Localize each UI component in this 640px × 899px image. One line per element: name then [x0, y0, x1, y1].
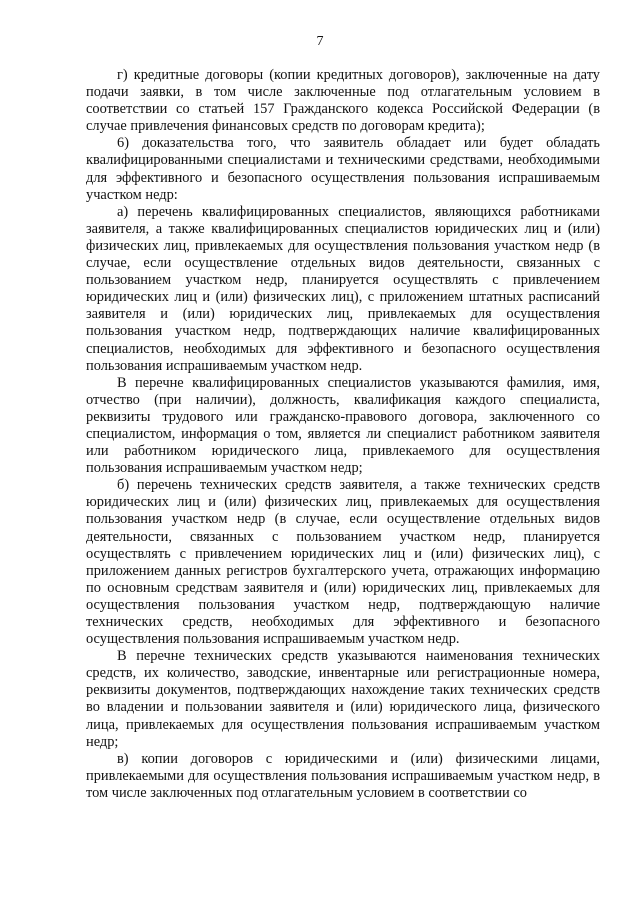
paragraph-evidence-specialists-equipment: 6) доказательства того, что заявитель обладает или будет обладать квалифицированными специалистами и техническими средствами, необходимыми для эффективного и безопасного осуществления пользования испрашиваемым участком недр:	[86, 135, 600, 203]
page-number: 7	[316, 34, 324, 49]
paragraph-list-of-technical-means: б) перечень технических средств заявителя, а также технических средств юридических лиц и (или) физических лиц, привлекаемых для осуществления пользования участком недр (в случае, если осуществление отдельных видов деятельности, связанных с пользованием участком недр, планируется осуществлять с привлечением юридических лиц и (или) физических лиц), с приложением данных регистров бухгалтерского учета, отражающих информацию по основным средствам заявителя и (или) юридических лиц, привлекаемых для осуществления пользования участком недр, подтверждающую наличие технических средств, необходимых для эффективного и безопасного осуществления пользования испрашиваемым участком недр.	[86, 477, 600, 648]
paragraph-list-of-specialists: а) перечень квалифицированных специалистов, являющихся работниками заявителя, а также квалифицированных специалистов юридических лиц и (или) физических лиц, привлекаемых для осуществления пользования участком недр (в случае, если осуществление отдельных видов деятельности, связанных с пользованием участком недр, планируется осуществлять с привлечением юридических лиц и (или) физических лиц), с приложением штатных расписаний заявителя и (или) юридических лиц, привлекаемых для осуществления пользования участком недр, подтверждающих наличие квалифицированных специалистов, необходимых для эффективного и безопасного осуществления пользования испрашиваемым участком недр.	[86, 203, 600, 374]
paragraph-technical-means-details: В перечне технических средств указываются наименования технических средств, их количество, заводские, инвентарные или регистрационные номера, реквизиты документов, подтверждающих нахождение таких технических средств во владении и пользовании заявителя и (или) юридического лица, физического лица, привлекаемых для осуществления пользования испрашиваемым участком недр;	[86, 648, 600, 750]
document-body	[86, 67, 600, 802]
paragraph-credit-agreements: г) кредитные договоры (копии кредитных договоров), заключенные на дату подачи заявки, в том числе заключенные под отлагательным условием в соответствии со статьей 157 Гражданского кодекса Российской Федерации (в случае привлечения финансовых средств по договорам кредита);	[86, 67, 600, 135]
paragraph-specialist-details: В перечне квалифицированных специалистов указываются фамилия, имя, отчество (при наличии), должность, квалификация каждого специалиста, реквизиты трудового или гражданско-правового договора, заключенного со специалистом, информация о том, является ли специалист работником заявителя или работником юридического лица, привлекаемого для осуществления пользования испрашиваемым участком недр;	[86, 374, 600, 477]
paragraph-contract-copies: в) копии договоров с юридическими и (или) физическими лицами, привлекаемыми для осуществления пользования испрашиваемым участком недр, в том числе заключенных под отлагательным условием в соответствии со	[86, 750, 600, 801]
